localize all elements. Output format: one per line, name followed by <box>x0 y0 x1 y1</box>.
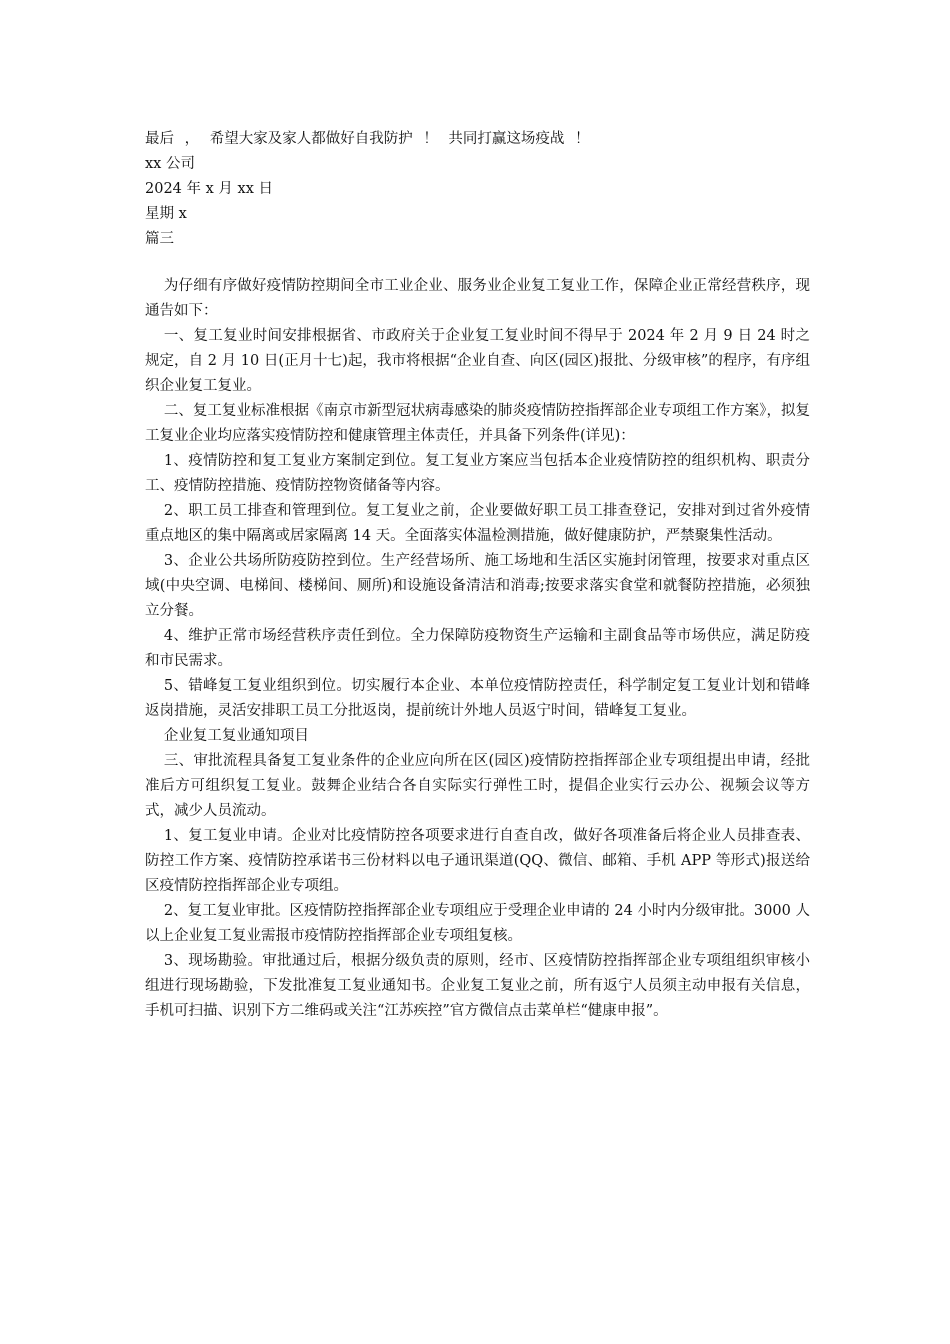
section-heading: 篇三 <box>145 231 174 247</box>
company-name: xx 公司 <box>145 156 195 172</box>
weekday: 星期 x <box>145 206 187 222</box>
paragraph-step-3: 3、现场勘验。审批通过后，根据分级负责的原则，经市、区疫情防控指挥部企业专项组组织审核小组进行现场勘验，下发批准复工复业通知书。企业复工复业之前，所有返宁人员须主动申报有关信息，手机可扫描、识别下方二维码或关注“江苏疾控”官方微信点击菜单栏“健康申报”。 <box>145 953 810 1019</box>
paragraph-standards: 二、复工复业标准根据《南京市新型冠状病毒感染的肺炎疫情防控指挥部企业专项组工作方案》，拟复工复业企业均应落实疫情防控和健康管理主体责任，并具备下列条件(详见)： <box>145 403 810 444</box>
paragraph-item-1: 1、疫情防控和复工复业方案制定到位。复工复业方案应当包括本企业疫情防控的组织机构、职责分工、疫情防控措施、疫情防控物资储备等内容。 <box>145 453 810 494</box>
paragraph-step-2: 2、复工复业审批。区疫情防控指挥部企业专项组应于受理企业申请的 24 小时内分级审批。3000 人以上企业复工复业需报市疫情防控指挥部企业专项组复核。 <box>145 903 810 944</box>
paragraph-item-4: 4、维护正常市场经营秩序责任到位。全力保障防疫物资生产运输和主副食品等市场供应，满足防疫和市民需求。 <box>145 628 810 669</box>
closing-remark: 最后 ， 希望大家及家人都做好自我防护 ！ 共同打赢这场疫战 ！ <box>145 131 590 147</box>
document-body <box>145 127 810 1024</box>
paragraph-step-1: 1、复工复业申请。企业对比疫情防控各项要求进行自查自改，做好各项准备后将企业人员排查表、防控工作方案、疫情防控承诺书三份材料以电子通讯渠道(QQ、微信、邮箱、手机 APP 等形式)报送给区疫情防控指挥部企业专项组。 <box>145 828 810 894</box>
spacer <box>145 252 810 274</box>
document-date: 2024 年 x 月 xx 日 <box>145 181 273 197</box>
paragraph-item-2: 2、职工员工排查和管理到位。复工复业之前，企业要做好职工员工排查登记，安排对到过省外疫情重点地区的集中隔离或居家隔离 14 天。全面落实体温检测措施，做好健康防护，严禁聚集性活动。 <box>145 503 810 544</box>
paragraph-item-5: 5、错峰复工复业组织到位。切实履行本企业、本单位疫情防控责任，科学制定复工复业计划和错峰返岗措施，灵活安排职工员工分批返岗，提前统计外地人员返宁时间，错峰复工复业。 <box>145 678 810 719</box>
subheading: 企业复工复业通知项目 <box>163 728 309 744</box>
intro-paragraph: 为仔细有序做好疫情防控期间全市工业企业、服务业企业复工复业工作，保障企业正常经营秩序，现通告如下： <box>145 278 810 319</box>
paragraph-timing: 一、复工复业时间安排根据省、市政府关于企业复工复业时间不得早于 2024 年 2 月 9 日 24 时之规定，自 2 月 10 日(正月十七)起，我市将根据“企业自查、向区(园区)报批、分级审核”的程序，有序组织企业复工复业。 <box>145 328 810 394</box>
paragraph-approval: 三、审批流程具备复工复业条件的企业应向所在区(园区)疫情防控指挥部企业专项组提出申请，经批准后方可组织复工复业。鼓舞企业结合各自实际实行弹性工时，提倡企业实行云办公、视频会议等方式，减少人员流动。 <box>145 753 810 819</box>
paragraph-item-3: 3、企业公共场所防疫防控到位。生产经营场所、施工场地和生活区实施封闭管理，按要求对重点区域(中央空调、电梯间、楼梯间、厕所)和设施设备清洁和消毒;按要求落实食堂和就餐防控措施，必须独立分餐。 <box>145 553 810 619</box>
